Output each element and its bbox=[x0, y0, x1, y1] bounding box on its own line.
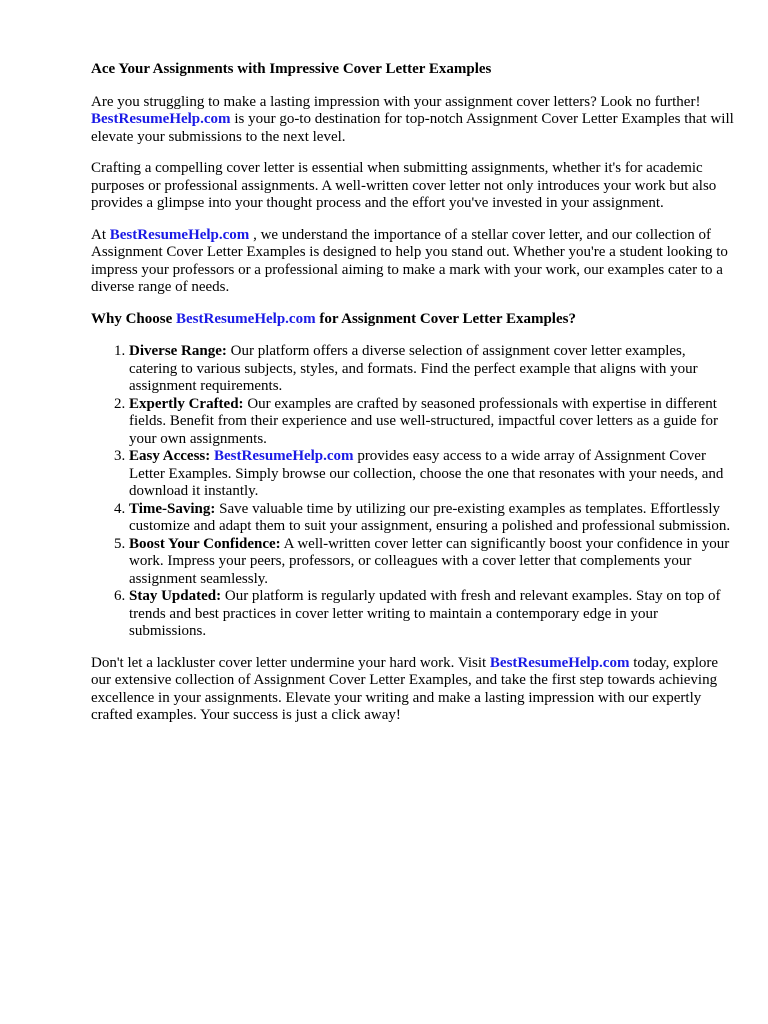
about-text-before: At bbox=[91, 226, 110, 243]
list-item-text: Our examples are crafted by seasoned professionals with expertise in different fields. Benefit from their experience and use well-structured, impactful cover letters as a guide for your own assignments. bbox=[129, 395, 718, 447]
about-paragraph bbox=[91, 227, 736, 297]
benefits-list bbox=[91, 343, 736, 641]
about-text-after: , we understand the importance of a stellar cover letter, and our collection of Assignment Cover Letter Examples is designed to help you stand out. Whether you're a student looking to impress your professors or a professional aiming to make a mark with your work, our examples cater to a diverse range of needs. bbox=[91, 226, 728, 295]
document-body bbox=[91, 61, 736, 739]
closing-text-after: today, explore our extensive collection of Assignment Cover Letter Examples, and take the first step towards achieving excellence in your assignments. Elevate your writing and make a lasting impression with our expertly crafted examples. Your success is just a click away! bbox=[91, 654, 719, 723]
list-item-text: Our platform is regularly updated with fresh and relevant examples. Stay on top of trends and best practices in cover letter writing to maintain a contemporary edge in your submissions. bbox=[129, 588, 721, 639]
document-title: Ace Your Assignments with Impressive Cover Letter Examples bbox=[91, 61, 492, 77]
closing-text-before: Don't let a lackluster cover letter undermine your hard work. Visit bbox=[91, 654, 490, 671]
list-item bbox=[129, 536, 736, 589]
brand-link[interactable]: BestResumeHelp.com bbox=[176, 310, 316, 327]
list-item-text: provides easy access to a wide array of Assignment Cover Letter Examples. Simply browse our collection, choose the one that resonates with your needs, and download it instantly. bbox=[129, 448, 724, 499]
list-item-label: Boost Your Confidence: bbox=[129, 535, 281, 552]
list-item-label: Diverse Range: bbox=[129, 343, 227, 359]
brand-link[interactable]: BestResumeHelp.com bbox=[214, 448, 354, 464]
list-item bbox=[129, 501, 736, 536]
intro-paragraph bbox=[91, 94, 736, 147]
why-choose-after: for Assignment Cover Letter Examples? bbox=[315, 310, 576, 327]
list-item-text: A well-written cover letter can significantly boost your confidence in your work. Impress your peers, professors, or colleagues with a cover letter that complements your assignment seamlessly. bbox=[129, 535, 730, 587]
list-item-text: Save valuable time by utilizing our pre-existing examples as templates. Effortlessly customize and adapt them to suit your assignment, ensuring a polished and professional submission. bbox=[129, 500, 731, 534]
list-item bbox=[129, 448, 736, 501]
intro-text-after: is your go-to destination for top-notch Assignment Cover Letter Examples that will elevate your submissions to the next level. bbox=[91, 111, 734, 145]
list-item bbox=[129, 396, 736, 449]
list-item-label: Stay Updated: bbox=[129, 588, 222, 604]
list-item-label: Easy Access: bbox=[129, 448, 211, 464]
list-item-text: Our platform offers a diverse selection of assignment cover letter examples, catering to various subjects, styles, and formats. Find the perfect example that aligns with your assignment requirements. bbox=[129, 343, 698, 394]
closing-paragraph bbox=[91, 655, 736, 725]
list-item bbox=[129, 588, 736, 641]
list-item-label: Time-Saving: bbox=[129, 500, 216, 517]
list-item bbox=[129, 343, 736, 396]
why-choose-before: Why Choose bbox=[91, 310, 177, 327]
list-item-label: Expertly Crafted: bbox=[129, 395, 244, 412]
brand-link[interactable]: BestResumeHelp.com bbox=[489, 654, 630, 671]
brand-link[interactable]: BestResumeHelp.com bbox=[91, 111, 231, 127]
brand-link[interactable]: BestResumeHelp.com bbox=[109, 226, 250, 243]
why-choose-heading bbox=[91, 311, 736, 329]
crafting-paragraph: Crafting a compelling cover letter is essential when submitting assignments, whether it's for academic purposes or professional assignments. A well-written cover letter not only introduces your work but also provides a glimpse into your thought process and the effort you've invested in your assignment. bbox=[91, 160, 717, 211]
intro-text-before: Are you struggling to make a lasting impression with your assignment cover letters? Look no further! bbox=[91, 93, 701, 110]
